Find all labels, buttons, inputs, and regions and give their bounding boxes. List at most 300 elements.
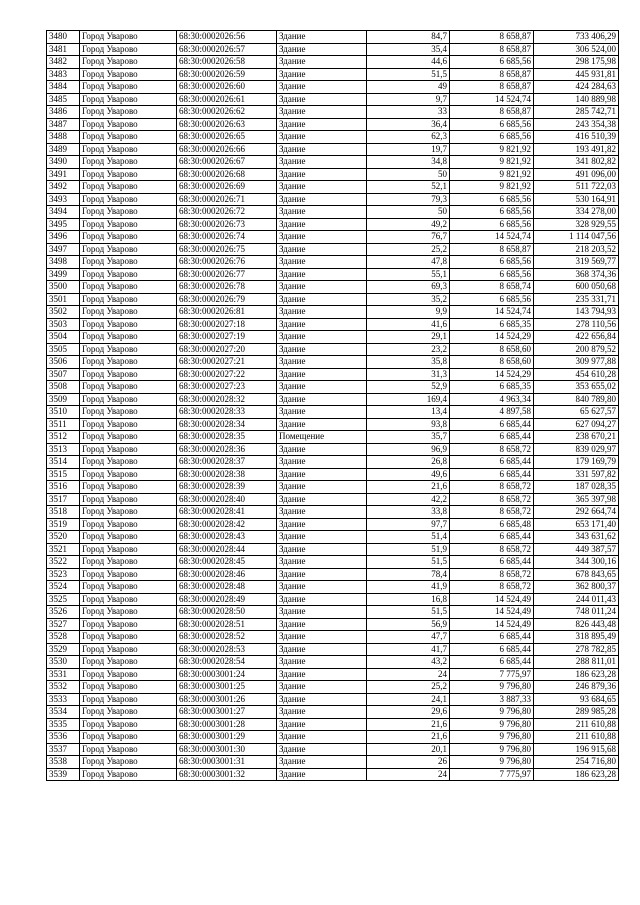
cell-area: 34,8 bbox=[367, 156, 450, 169]
table-row bbox=[47, 406, 619, 419]
cell-object-type: Здание bbox=[277, 131, 367, 144]
cell-object-type: Здание bbox=[277, 393, 367, 406]
cell-row-number: 3527 bbox=[47, 618, 80, 631]
table-row bbox=[47, 293, 619, 306]
cell-specific-value: 6 685,56 bbox=[450, 218, 534, 231]
cell-cadastral-value: 826 443,48 bbox=[534, 618, 619, 631]
cell-row-number: 3536 bbox=[47, 731, 80, 744]
cell-row-number: 3480 bbox=[47, 31, 80, 44]
cell-cadastral-number: 68:30:0002027:23 bbox=[177, 381, 277, 394]
cell-row-number: 3494 bbox=[47, 206, 80, 219]
cell-area: 84,7 bbox=[367, 31, 450, 44]
cell-object-type: Здание bbox=[277, 406, 367, 419]
table-row bbox=[47, 206, 619, 219]
cell-cadastral-number: 68:30:0002028:34 bbox=[177, 418, 277, 431]
table-row bbox=[47, 693, 619, 706]
table-row bbox=[47, 231, 619, 244]
cell-row-number: 3510 bbox=[47, 406, 80, 419]
cell-area: 24,1 bbox=[367, 693, 450, 706]
cell-area: 13,4 bbox=[367, 406, 450, 419]
cell-cadastral-value: 179 169,79 bbox=[534, 456, 619, 469]
cell-specific-value: 8 658,60 bbox=[450, 356, 534, 369]
cell-locality: Город Уварово bbox=[80, 656, 177, 669]
table-row bbox=[47, 568, 619, 581]
cell-cadastral-value: 196 915,68 bbox=[534, 743, 619, 756]
cell-cadastral-value: 600 050,68 bbox=[534, 281, 619, 294]
cell-specific-value: 14 524,74 bbox=[450, 231, 534, 244]
cell-area: 35,8 bbox=[367, 356, 450, 369]
cell-object-type: Здание bbox=[277, 118, 367, 131]
cell-cadastral-number: 68:30:0002028:51 bbox=[177, 618, 277, 631]
cell-area: 21,6 bbox=[367, 481, 450, 494]
cell-locality: Город Уварово bbox=[80, 118, 177, 131]
cell-cadastral-number: 68:30:0002026:81 bbox=[177, 306, 277, 319]
cell-cadastral-value: 331 597,82 bbox=[534, 468, 619, 481]
cell-locality: Город Уварово bbox=[80, 406, 177, 419]
table-row bbox=[47, 181, 619, 194]
cell-object-type: Здание bbox=[277, 718, 367, 731]
cell-cadastral-value: 186 623,28 bbox=[534, 668, 619, 681]
cell-cadastral-value: 278 110,56 bbox=[534, 318, 619, 331]
cell-area: 76,7 bbox=[367, 231, 450, 244]
cell-object-type: Здание bbox=[277, 768, 367, 781]
cell-area: 169,4 bbox=[367, 393, 450, 406]
table-row bbox=[47, 431, 619, 444]
table-row bbox=[47, 393, 619, 406]
cell-cadastral-value: 343 631,62 bbox=[534, 531, 619, 544]
cell-row-number: 3493 bbox=[47, 193, 80, 206]
cell-specific-value: 6 685,56 bbox=[450, 256, 534, 269]
cell-object-type: Здание bbox=[277, 706, 367, 719]
cell-specific-value: 6 685,44 bbox=[450, 556, 534, 569]
cell-specific-value: 6 685,56 bbox=[450, 193, 534, 206]
cell-locality: Город Уварово bbox=[80, 531, 177, 544]
cell-object-type: Здание bbox=[277, 543, 367, 556]
cell-object-type: Здание bbox=[277, 156, 367, 169]
cell-object-type: Здание bbox=[277, 731, 367, 744]
cell-cadastral-value: 211 610,88 bbox=[534, 731, 619, 744]
cell-object-type: Здание bbox=[277, 756, 367, 769]
cell-cadastral-number: 68:30:0003001:24 bbox=[177, 668, 277, 681]
table-row bbox=[47, 618, 619, 631]
cell-specific-value: 6 685,48 bbox=[450, 518, 534, 531]
cell-cadastral-value: 143 794,93 bbox=[534, 306, 619, 319]
cell-row-number: 3488 bbox=[47, 131, 80, 144]
table-row bbox=[47, 31, 619, 44]
cell-area: 29,6 bbox=[367, 706, 450, 719]
cell-row-number: 3526 bbox=[47, 606, 80, 619]
table-row bbox=[47, 506, 619, 519]
cell-cadastral-number: 68:30:0002028:33 bbox=[177, 406, 277, 419]
cell-row-number: 3505 bbox=[47, 343, 80, 356]
table-row bbox=[47, 731, 619, 744]
cell-specific-value: 9 821,92 bbox=[450, 156, 534, 169]
cell-cadastral-number: 68:30:0002027:20 bbox=[177, 343, 277, 356]
cell-row-number: 3528 bbox=[47, 631, 80, 644]
cell-cadastral-number: 68:30:0003001:25 bbox=[177, 681, 277, 694]
cell-cadastral-value: 839 029,97 bbox=[534, 443, 619, 456]
cell-cadastral-number: 68:30:0002028:39 bbox=[177, 481, 277, 494]
cell-specific-value: 6 685,56 bbox=[450, 131, 534, 144]
cell-object-type: Здание bbox=[277, 743, 367, 756]
table-row bbox=[47, 668, 619, 681]
cell-row-number: 3523 bbox=[47, 568, 80, 581]
cell-area: 55,1 bbox=[367, 268, 450, 281]
cell-area: 97,7 bbox=[367, 518, 450, 531]
cell-cadastral-value: 344 300,16 bbox=[534, 556, 619, 569]
cell-area: 33 bbox=[367, 106, 450, 119]
cell-locality: Город Уварово bbox=[80, 643, 177, 656]
table-row bbox=[47, 81, 619, 94]
cell-locality: Город Уварово bbox=[80, 306, 177, 319]
cell-cadastral-value: 186 623,28 bbox=[534, 768, 619, 781]
cell-area: 47,8 bbox=[367, 256, 450, 269]
cell-row-number: 3525 bbox=[47, 593, 80, 606]
cell-object-type: Здание bbox=[277, 193, 367, 206]
cell-specific-value: 6 685,56 bbox=[450, 56, 534, 69]
cell-object-type: Здание bbox=[277, 218, 367, 231]
cell-locality: Город Уварово bbox=[80, 43, 177, 56]
cell-cadastral-number: 68:30:0002026:78 bbox=[177, 281, 277, 294]
cell-locality: Город Уварово bbox=[80, 568, 177, 581]
cell-cadastral-number: 68:30:0002026:68 bbox=[177, 168, 277, 181]
cell-specific-value: 9 821,92 bbox=[450, 181, 534, 194]
cell-locality: Город Уварово bbox=[80, 31, 177, 44]
cell-area: 36,4 bbox=[367, 118, 450, 131]
table-row bbox=[47, 631, 619, 644]
cell-locality: Город Уварово bbox=[80, 693, 177, 706]
cell-locality: Город Уварово bbox=[80, 631, 177, 644]
cell-cadastral-number: 68:30:0002027:21 bbox=[177, 356, 277, 369]
cell-area: 51,4 bbox=[367, 531, 450, 544]
cell-locality: Город Уварово bbox=[80, 481, 177, 494]
cell-cadastral-value: 140 889,98 bbox=[534, 93, 619, 106]
table-row bbox=[47, 381, 619, 394]
cell-cadastral-value: 341 802,82 bbox=[534, 156, 619, 169]
table-row bbox=[47, 593, 619, 606]
cell-cadastral-value: 235 331,71 bbox=[534, 293, 619, 306]
table-row bbox=[47, 518, 619, 531]
cell-object-type: Здание bbox=[277, 656, 367, 669]
cell-object-type: Здание bbox=[277, 418, 367, 431]
cell-cadastral-value: 238 670,21 bbox=[534, 431, 619, 444]
cell-cadastral-value: 298 175,98 bbox=[534, 56, 619, 69]
cell-locality: Город Уварово bbox=[80, 468, 177, 481]
cell-object-type: Здание bbox=[277, 668, 367, 681]
cell-locality: Город Уварово bbox=[80, 356, 177, 369]
cell-row-number: 3516 bbox=[47, 481, 80, 494]
cell-locality: Город Уварово bbox=[80, 618, 177, 631]
table-row bbox=[47, 68, 619, 81]
cell-cadastral-value: 530 164,91 bbox=[534, 193, 619, 206]
cell-object-type: Здание bbox=[277, 243, 367, 256]
cell-row-number: 3529 bbox=[47, 643, 80, 656]
cell-row-number: 3537 bbox=[47, 743, 80, 756]
cell-row-number: 3507 bbox=[47, 368, 80, 381]
cell-cadastral-value: 449 387,57 bbox=[534, 543, 619, 556]
cell-locality: Город Уварово bbox=[80, 131, 177, 144]
cell-row-number: 3502 bbox=[47, 306, 80, 319]
cell-object-type: Здание bbox=[277, 681, 367, 694]
cell-specific-value: 8 658,72 bbox=[450, 543, 534, 556]
cell-specific-value: 8 658,87 bbox=[450, 31, 534, 44]
cell-row-number: 3492 bbox=[47, 181, 80, 194]
cell-locality: Город Уварово bbox=[80, 181, 177, 194]
cell-object-type: Здание bbox=[277, 643, 367, 656]
cell-specific-value: 6 685,44 bbox=[450, 418, 534, 431]
table-row bbox=[47, 281, 619, 294]
document-page bbox=[46, 30, 618, 781]
cell-row-number: 3513 bbox=[47, 443, 80, 456]
cell-specific-value: 14 524,49 bbox=[450, 618, 534, 631]
cell-object-type: Здание bbox=[277, 381, 367, 394]
cell-cadastral-number: 68:30:0002028:53 bbox=[177, 643, 277, 656]
cell-locality: Город Уварово bbox=[80, 156, 177, 169]
table-row bbox=[47, 481, 619, 494]
cell-area: 25,2 bbox=[367, 681, 450, 694]
cell-specific-value: 8 658,87 bbox=[450, 43, 534, 56]
table-row bbox=[47, 131, 619, 144]
cell-object-type: Здание bbox=[277, 293, 367, 306]
table-row bbox=[47, 493, 619, 506]
cell-locality: Город Уварово bbox=[80, 143, 177, 156]
cell-locality: Город Уварово bbox=[80, 93, 177, 106]
cell-locality: Город Уварово bbox=[80, 193, 177, 206]
cell-specific-value: 14 524,74 bbox=[450, 306, 534, 319]
cell-locality: Город Уварово bbox=[80, 68, 177, 81]
cell-row-number: 3504 bbox=[47, 331, 80, 344]
cell-cadastral-number: 68:30:0002028:46 bbox=[177, 568, 277, 581]
cell-object-type: Здание bbox=[277, 68, 367, 81]
cell-cadastral-value: 193 491,82 bbox=[534, 143, 619, 156]
cell-area: 93,8 bbox=[367, 418, 450, 431]
cell-specific-value: 14 524,49 bbox=[450, 606, 534, 619]
cell-object-type: Здание bbox=[277, 256, 367, 269]
table-row bbox=[47, 606, 619, 619]
cell-object-type: Здание bbox=[277, 231, 367, 244]
cell-cadastral-number: 68:30:0002028:54 bbox=[177, 656, 277, 669]
cell-cadastral-number: 68:30:0002026:71 bbox=[177, 193, 277, 206]
cell-cadastral-value: 309 977,88 bbox=[534, 356, 619, 369]
cell-object-type: Здание bbox=[277, 206, 367, 219]
cell-object-type: Здание bbox=[277, 306, 367, 319]
cell-object-type: Здание bbox=[277, 31, 367, 44]
cell-cadastral-number: 68:30:0002028:37 bbox=[177, 456, 277, 469]
table-row bbox=[47, 256, 619, 269]
cell-cadastral-number: 68:30:0002026:67 bbox=[177, 156, 277, 169]
table-row bbox=[47, 681, 619, 694]
cell-locality: Город Уварово bbox=[80, 493, 177, 506]
cell-specific-value: 6 685,44 bbox=[450, 468, 534, 481]
cell-specific-value: 6 685,44 bbox=[450, 456, 534, 469]
cell-cadastral-number: 68:30:0002027:18 bbox=[177, 318, 277, 331]
table-row bbox=[47, 331, 619, 344]
cell-cadastral-value: 65 627,57 bbox=[534, 406, 619, 419]
table-row bbox=[47, 768, 619, 781]
cell-cadastral-number: 68:30:0003001:32 bbox=[177, 768, 277, 781]
cell-object-type: Здание bbox=[277, 93, 367, 106]
cell-specific-value: 6 685,35 bbox=[450, 318, 534, 331]
cell-cadastral-number: 68:30:0002026:76 bbox=[177, 256, 277, 269]
cell-locality: Город Уварово bbox=[80, 331, 177, 344]
cell-locality: Город Уварово bbox=[80, 556, 177, 569]
cell-specific-value: 6 685,44 bbox=[450, 631, 534, 644]
cell-specific-value: 8 658,74 bbox=[450, 281, 534, 294]
cell-cadastral-value: 93 684,65 bbox=[534, 693, 619, 706]
cell-locality: Город Уварово bbox=[80, 206, 177, 219]
cell-specific-value: 9 796,80 bbox=[450, 706, 534, 719]
table-row bbox=[47, 718, 619, 731]
cell-area: 49,6 bbox=[367, 468, 450, 481]
cell-cadastral-value: 306 524,00 bbox=[534, 43, 619, 56]
cell-locality: Город Уварово bbox=[80, 668, 177, 681]
cell-locality: Город Уварово bbox=[80, 56, 177, 69]
cell-row-number: 3484 bbox=[47, 81, 80, 94]
cell-row-number: 3514 bbox=[47, 456, 80, 469]
cell-cadastral-number: 68:30:0003001:29 bbox=[177, 731, 277, 744]
cell-cadastral-number: 68:30:0002028:36 bbox=[177, 443, 277, 456]
cell-area: 21,6 bbox=[367, 718, 450, 731]
cell-area: 51,5 bbox=[367, 556, 450, 569]
cell-cadastral-value: 328 929,55 bbox=[534, 218, 619, 231]
cell-locality: Город Уварово bbox=[80, 418, 177, 431]
cell-object-type: Здание bbox=[277, 43, 367, 56]
cell-row-number: 3496 bbox=[47, 231, 80, 244]
cell-area: 47,7 bbox=[367, 631, 450, 644]
cell-cadastral-value: 445 931,81 bbox=[534, 68, 619, 81]
cell-cadastral-number: 68:30:0002028:52 bbox=[177, 631, 277, 644]
cell-object-type: Здание bbox=[277, 481, 367, 494]
cell-locality: Город Уварово bbox=[80, 231, 177, 244]
table-row bbox=[47, 643, 619, 656]
cell-locality: Город Уварово bbox=[80, 681, 177, 694]
cell-specific-value: 8 658,87 bbox=[450, 243, 534, 256]
cell-locality: Город Уварово bbox=[80, 168, 177, 181]
cell-specific-value: 4 963,34 bbox=[450, 393, 534, 406]
cell-area: 62,3 bbox=[367, 131, 450, 144]
cell-cadastral-number: 68:30:0002028:50 bbox=[177, 606, 277, 619]
cell-cadastral-number: 68:30:0002026:73 bbox=[177, 218, 277, 231]
cell-object-type: Здание bbox=[277, 531, 367, 544]
cell-area: 50 bbox=[367, 206, 450, 219]
cell-locality: Город Уварово bbox=[80, 268, 177, 281]
cell-locality: Город Уварово bbox=[80, 581, 177, 594]
table-row bbox=[47, 168, 619, 181]
cell-cadastral-number: 68:30:0002027:19 bbox=[177, 331, 277, 344]
cell-object-type: Здание bbox=[277, 318, 367, 331]
cell-area: 52,1 bbox=[367, 181, 450, 194]
cell-row-number: 3503 bbox=[47, 318, 80, 331]
cell-row-number: 3491 bbox=[47, 168, 80, 181]
cell-cadastral-value: 318 895,49 bbox=[534, 631, 619, 644]
cell-area: 51,9 bbox=[367, 543, 450, 556]
cell-object-type: Здание bbox=[277, 493, 367, 506]
table-row bbox=[47, 443, 619, 456]
cell-cadastral-number: 68:30:0002026:77 bbox=[177, 268, 277, 281]
cell-cadastral-value: 218 203,52 bbox=[534, 243, 619, 256]
table-row bbox=[47, 243, 619, 256]
cell-object-type: Здание bbox=[277, 593, 367, 606]
cell-area: 26 bbox=[367, 756, 450, 769]
cell-object-type: Здание bbox=[277, 168, 367, 181]
cell-row-number: 3530 bbox=[47, 656, 80, 669]
cell-cadastral-number: 68:30:0003001:27 bbox=[177, 706, 277, 719]
cell-area: 35,7 bbox=[367, 431, 450, 444]
cell-specific-value: 6 685,35 bbox=[450, 381, 534, 394]
cell-area: 19,7 bbox=[367, 143, 450, 156]
cell-row-number: 3495 bbox=[47, 218, 80, 231]
cell-row-number: 3481 bbox=[47, 43, 80, 56]
cell-object-type: Здание bbox=[277, 81, 367, 94]
table-row bbox=[47, 193, 619, 206]
table-row bbox=[47, 118, 619, 131]
cell-area: 69,3 bbox=[367, 281, 450, 294]
cell-area: 79,3 bbox=[367, 193, 450, 206]
table-row bbox=[47, 356, 619, 369]
cell-cadastral-number: 68:30:0003001:26 bbox=[177, 693, 277, 706]
cell-row-number: 3520 bbox=[47, 531, 80, 544]
cell-cadastral-value: 454 610,28 bbox=[534, 368, 619, 381]
cell-locality: Город Уварово bbox=[80, 743, 177, 756]
cell-cadastral-value: 278 782,85 bbox=[534, 643, 619, 656]
cell-specific-value: 8 658,87 bbox=[450, 68, 534, 81]
cell-cadastral-value: 254 716,80 bbox=[534, 756, 619, 769]
cell-row-number: 3518 bbox=[47, 506, 80, 519]
cell-locality: Город Уварово bbox=[80, 243, 177, 256]
cell-area: 42,2 bbox=[367, 493, 450, 506]
table-row bbox=[47, 343, 619, 356]
table-row bbox=[47, 456, 619, 469]
table-row bbox=[47, 56, 619, 69]
cell-specific-value: 8 658,60 bbox=[450, 343, 534, 356]
cell-locality: Город Уварово bbox=[80, 506, 177, 519]
cell-cadastral-value: 292 664,74 bbox=[534, 506, 619, 519]
cell-locality: Город Уварово bbox=[80, 106, 177, 119]
table-row bbox=[47, 306, 619, 319]
cell-object-type: Здание bbox=[277, 56, 367, 69]
cell-row-number: 3487 bbox=[47, 118, 80, 131]
cell-row-number: 3522 bbox=[47, 556, 80, 569]
cell-cadastral-number: 68:30:0002028:35 bbox=[177, 431, 277, 444]
cell-area: 24 bbox=[367, 768, 450, 781]
cell-area: 9,9 bbox=[367, 306, 450, 319]
cell-row-number: 3524 bbox=[47, 581, 80, 594]
cell-cadastral-value: 243 354,38 bbox=[534, 118, 619, 131]
cell-specific-value: 8 658,72 bbox=[450, 481, 534, 494]
cell-area: 44,6 bbox=[367, 56, 450, 69]
cell-cadastral-number: 68:30:0002026:74 bbox=[177, 231, 277, 244]
cell-cadastral-value: 334 278,00 bbox=[534, 206, 619, 219]
cell-specific-value: 6 685,56 bbox=[450, 118, 534, 131]
cell-locality: Город Уварово bbox=[80, 593, 177, 606]
cell-area: 43,2 bbox=[367, 656, 450, 669]
cell-specific-value: 9 796,80 bbox=[450, 718, 534, 731]
cell-object-type: Здание bbox=[277, 456, 367, 469]
cell-locality: Город Уварово bbox=[80, 606, 177, 619]
cell-object-type: Здание bbox=[277, 518, 367, 531]
table-row bbox=[47, 706, 619, 719]
cell-cadastral-value: 211 610,88 bbox=[534, 718, 619, 731]
cell-locality: Город Уварово bbox=[80, 281, 177, 294]
cell-row-number: 3512 bbox=[47, 431, 80, 444]
cell-specific-value: 14 524,49 bbox=[450, 593, 534, 606]
cell-row-number: 3486 bbox=[47, 106, 80, 119]
cell-locality: Город Уварово bbox=[80, 431, 177, 444]
cell-specific-value: 8 658,72 bbox=[450, 568, 534, 581]
cell-cadastral-number: 68:30:0002028:43 bbox=[177, 531, 277, 544]
cell-locality: Город Уварово bbox=[80, 218, 177, 231]
cell-specific-value: 9 821,92 bbox=[450, 168, 534, 181]
